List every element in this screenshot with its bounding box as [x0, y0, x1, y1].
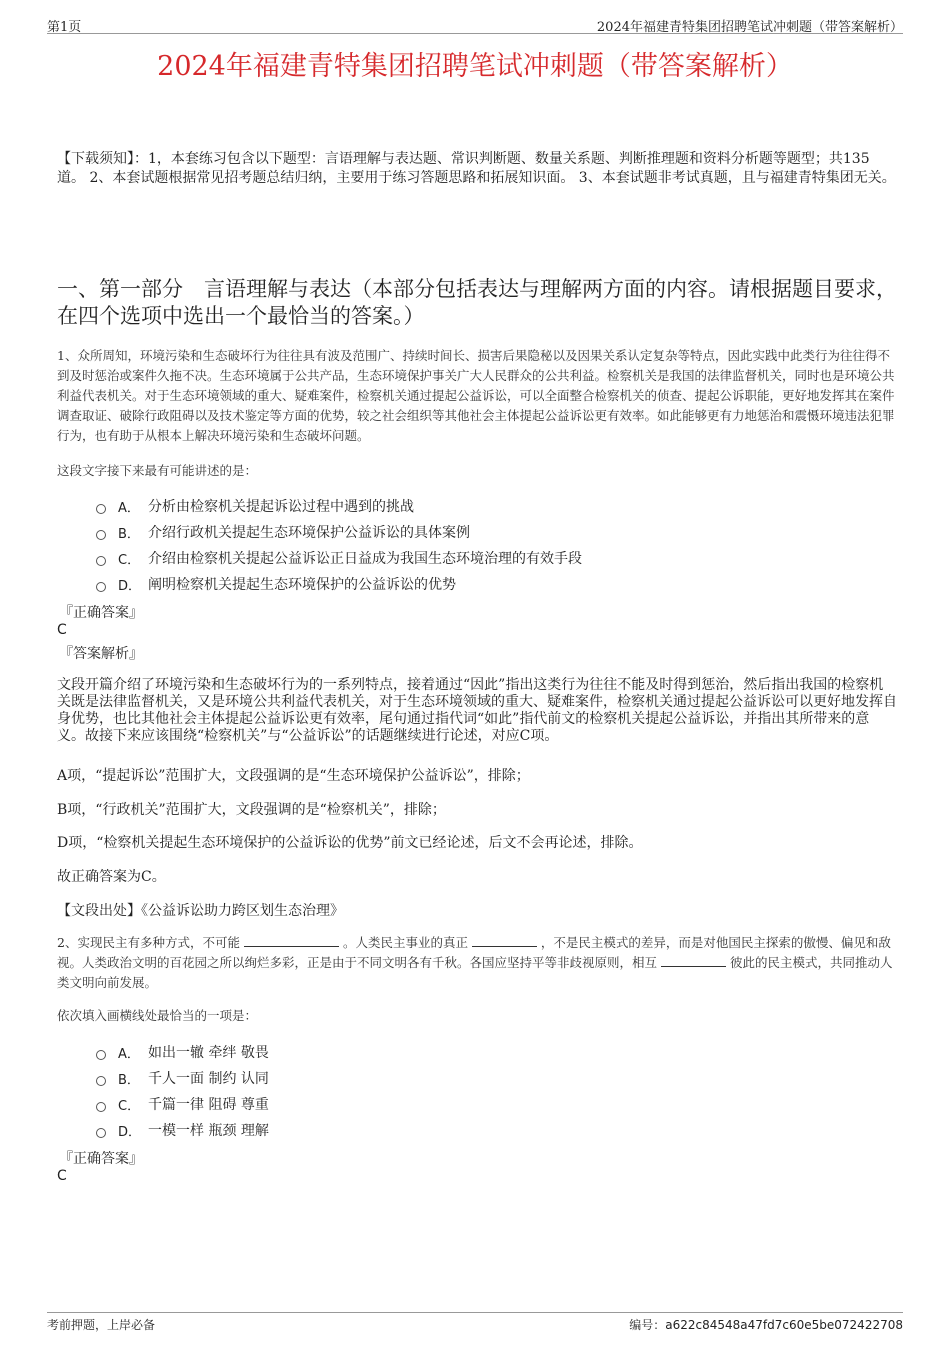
question-1-text: 1、众所周知，环境污染和生态破坏行为往往具有波及范围广、持续时间长、损害后果隐秘以及因果关系认定复杂等特点，因此实践中此类行为往往得不到及时惩治或案件久拖不决。生态环境属于公共产品，生态环境保护事关广大人民群众的公共利益。检察机关是我国的法律监督机关，同时也是环境公共利益代表机关。对于生态环境领域的重大、疑难案件，检察机关通过提起公益诉讼，可以全面整合检察机关的侦查、提起公诉职能，更好地发挥其在案件调查取证、破除行政阻碍以及技术鉴定等方面的优势，较之社会组织等其他社会主体提起公益诉讼更有效率。如此能够更有力地惩治和震慑环境违法犯罪行为，也有助于从根本上解决环境污染和生态破坏问题。 — [57, 348, 895, 443]
answer-label: 『正确答案』 — [59, 605, 143, 621]
analysis-label: 『答案解析』 — [59, 646, 143, 662]
source-citation: 【文段出处】《公益诉讼助力跨区划生态治理》 — [57, 903, 344, 919]
option-letter: D． — [118, 1124, 142, 1140]
option-c[interactable] — [96, 1091, 876, 1117]
page-number: 第1页 — [47, 20, 82, 35]
radio-icon[interactable] — [96, 504, 106, 514]
option-b[interactable] — [96, 519, 876, 545]
option-letter: A． — [118, 500, 140, 516]
option-b[interactable] — [96, 1065, 876, 1091]
option-letter: C． — [118, 1098, 141, 1114]
fill-blank — [661, 954, 726, 967]
question-2-part: 。人类民主事业的真正 — [342, 935, 468, 950]
answer-value: C — [57, 1168, 67, 1184]
option-text: 一模一样 瓶颈 理解 — [148, 1123, 269, 1139]
header-doc-title: 2024年福建青特集团招聘笔试冲刺题（带答案解析） — [596, 20, 903, 35]
option-letter: B． — [118, 526, 140, 542]
option-text: 千人一面 制约 认同 — [148, 1071, 269, 1087]
footer-code-label: 编号： — [629, 1318, 666, 1332]
analysis-option-a: A项，“提起诉讼”范围扩大，文段强调的是“生态环境保护公益诉讼”，排除； — [57, 768, 530, 784]
question-2-text — [57, 933, 897, 993]
radio-icon[interactable] — [96, 530, 106, 540]
radio-icon[interactable] — [96, 1128, 106, 1138]
fill-blank — [472, 934, 537, 947]
option-text: 分析由检察机关提起诉讼过程中遇到的挑战 — [148, 499, 414, 515]
analysis-text: 文段开篇介绍了环境污染和生态破坏行为的一系列特点，接着通过“因此”指出这类行为往往不能及时得到惩治，然后指出我国的检察机关既是法律监督机关，又是环境公共利益代表机关，对于生态环境领域的重大、疑难案件，检察机关通过提起公益诉讼可以更好地发挥自身优势，也比其他社会主体提起公益诉讼更有效率，尾句通过指代词“如此”指代前文的检察机关提起公益诉讼，并指出其所带来的意义。故接下来应该围绕“检察机关”与“公益诉讼”的话题继续进行论述，对应C项。 — [57, 677, 897, 744]
option-letter: C． — [118, 552, 141, 568]
answer-value: C — [57, 622, 67, 638]
footer-code-value: a622c84548a47fd7c60e5be072422708 — [665, 1318, 903, 1332]
footer-slogan: 考前押题，上岸必备 — [47, 1318, 156, 1332]
option-letter: A． — [118, 1046, 140, 1062]
option-text: 如出一辙 牵绊 敬畏 — [148, 1045, 269, 1061]
option-a[interactable] — [96, 1039, 876, 1065]
option-text: 介绍行政机关提起生态环境保护公益诉讼的具体案例 — [148, 525, 470, 541]
download-notice: 【下载须知】：1，本套练习包含以下题型：言语理解与表达题、常识判断题、数量关系题、判断推理题和资料分析题等题型；共135道。 2、本套试题根据常见招考题总结归纳，主要用于练习答题思路和拓展知识面。 3、本套试题非考试真题，且与福建青特集团无关。 — [57, 151, 896, 186]
option-c[interactable] — [96, 545, 876, 571]
option-a[interactable] — [96, 493, 876, 519]
option-text: 阐明检察机关提起生态环境保护的公益诉讼的优势 — [148, 577, 456, 593]
option-text: 介绍由检察机关提起公益诉讼正日益成为我国生态环境治理的有效手段 — [148, 551, 582, 567]
option-letter: B． — [118, 1072, 140, 1088]
header-divider — [47, 33, 903, 34]
radio-icon[interactable] — [96, 1102, 106, 1112]
question-2-part: ，不是民主模式的差异，而是对他国民主探索的傲慢、偏见和敌视。人类政治文明的百花园之所以绚烂多彩，正是由于不同文明各有千秋。各国应坚持平等非歧视原则，相互 — [57, 935, 891, 970]
radio-icon[interactable] — [96, 1050, 106, 1060]
analysis-conclusion: 故正确答案为C。 — [57, 869, 166, 885]
option-letter: D． — [118, 578, 142, 594]
analysis-option-d: D项，“检察机关提起生态环境保护的公益诉讼的优势”前文已经论述，后文不会再论述，排除。 — [57, 835, 643, 851]
option-d[interactable] — [96, 571, 876, 597]
radio-icon[interactable] — [96, 556, 106, 566]
question-1-options — [96, 493, 876, 597]
radio-icon[interactable] — [96, 582, 106, 592]
option-d[interactable] — [96, 1117, 876, 1143]
question-2-part: 2、实现民主有多种方式，不可能 — [57, 935, 240, 950]
question-2-stem: 依次填入画横线处最恰当的一项是： — [57, 1008, 258, 1023]
question-2-part: 彼此的民主模式，共同推动人类文明向前发展。 — [57, 955, 893, 990]
footer-divider — [47, 1312, 903, 1313]
page-title: 2024年福建青特集团招聘笔试冲刺题（带答案解析） — [157, 51, 793, 82]
footer-code — [629, 1316, 903, 1333]
answer-label: 『正确答案』 — [59, 1151, 143, 1167]
radio-icon[interactable] — [96, 1076, 106, 1086]
option-text: 千篇一律 阻碍 尊重 — [148, 1097, 269, 1113]
fill-blank — [244, 934, 339, 947]
question-1-stem: 这段文字接下来最有可能讲述的是： — [57, 463, 258, 478]
section-heading: 一、第一部分 言语理解与表达（本部分包括表达与理解两方面的内容。请根据题目要求，在四个选项中选出一个最恰当的答案。） — [57, 277, 897, 328]
analysis-option-b: B项，“行政机关”范围扩大，文段强调的是“检察机关”，排除； — [57, 802, 446, 818]
question-2-options — [96, 1039, 876, 1143]
